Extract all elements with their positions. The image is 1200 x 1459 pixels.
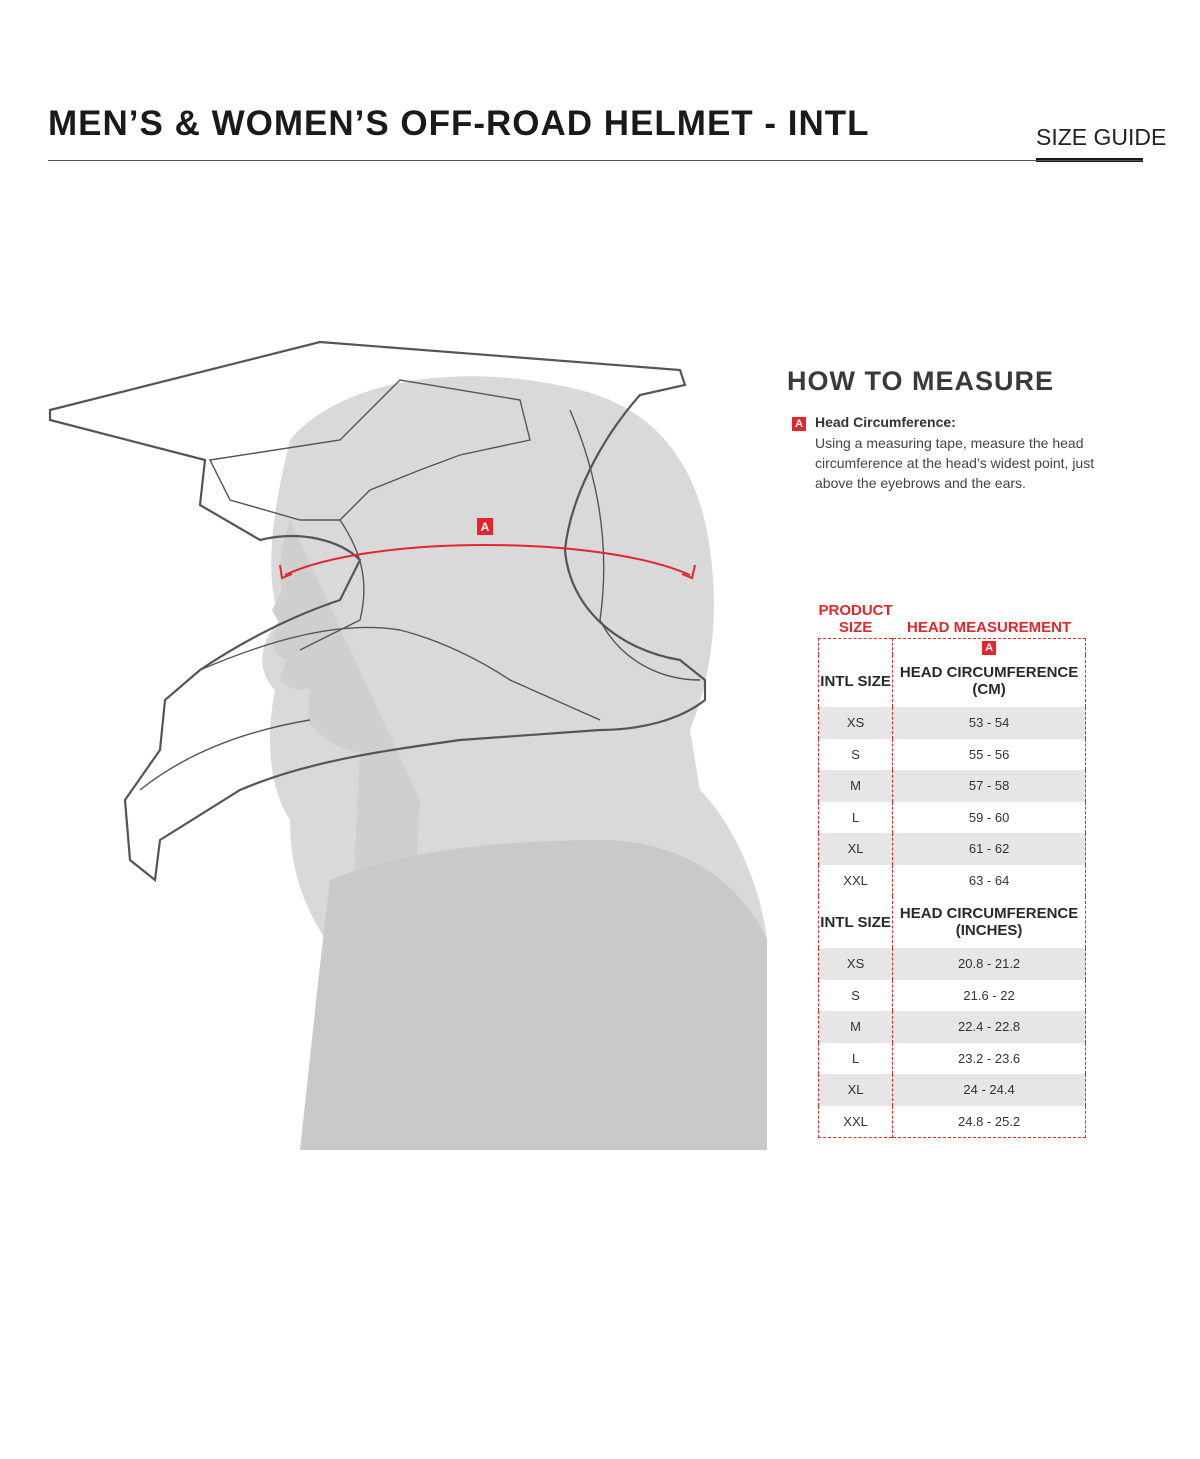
head-circumference-label: Head Circumference: — [815, 414, 956, 430]
head-circumference-badge: A — [792, 417, 806, 431]
table-row — [819, 802, 1086, 834]
helmet-illustration — [40, 320, 770, 1150]
table-row — [819, 980, 1086, 1012]
size-cell: L — [819, 1043, 893, 1075]
section-size-label: INTL SIZE — [819, 896, 893, 948]
table-row — [819, 1043, 1086, 1075]
size-cell: M — [819, 770, 893, 802]
section-measure-label: HEAD CIRCUMFERENCE (INCHES) — [899, 905, 1079, 939]
table-row — [819, 739, 1086, 771]
value-cell: 24.8 - 25.2 — [958, 1113, 1021, 1129]
size-table — [818, 596, 1086, 1138]
value-cell: 20.8 - 21.2 — [893, 948, 1086, 980]
header-divider — [48, 160, 1143, 161]
page-title: MEN’S & WOMEN’S OFF-ROAD HELMET - INTL — [48, 104, 870, 143]
table-row — [819, 1106, 1086, 1138]
section-measure-label: HEAD CIRCUMFERENCE (CM) — [899, 664, 1079, 698]
size-cell: XL — [819, 833, 893, 865]
head-circumference-description: Using a measuring tape, measure the head circumference at the head’s widest point, just above the eyebrows and the ears. — [815, 435, 1095, 491]
table-row — [819, 1074, 1086, 1106]
size-cell: XS — [819, 707, 893, 739]
table-row — [819, 707, 1086, 739]
table-row — [819, 1011, 1086, 1043]
table-row — [819, 948, 1086, 980]
header-head-measurement: HEAD MEASUREMENT — [906, 619, 1072, 636]
size-cell: M — [819, 1011, 893, 1043]
size-cell: XXL — [819, 865, 893, 897]
value-cell: 57 - 58 — [893, 770, 1086, 802]
size-cell: XS — [819, 948, 893, 980]
value-cell: 59 - 60 — [968, 809, 1010, 825]
table-row — [819, 865, 1086, 897]
size-cell: S — [819, 739, 893, 771]
value-cell: 53 - 54 — [893, 707, 1086, 739]
value-cell: 23.2 - 23.6 — [958, 1050, 1021, 1066]
size-cell: XL — [819, 1074, 893, 1106]
shirt-silhouette — [300, 840, 767, 1150]
size-guide-tag: SIZE GUIDE — [1036, 124, 1167, 150]
marker-a-label: A — [480, 520, 490, 534]
value-cell: 24 - 24.4 — [893, 1074, 1086, 1106]
table-row — [819, 833, 1086, 865]
value-cell: 22.4 - 22.8 — [893, 1011, 1086, 1043]
value-cell: 61 - 62 — [893, 833, 1086, 865]
size-cell: XXL — [819, 1106, 893, 1138]
section-size-label: INTL SIZE — [819, 655, 893, 707]
size-cell: L — [819, 802, 893, 834]
value-cell: 63 - 64 — [968, 872, 1010, 888]
value-cell: 55 - 56 — [968, 746, 1010, 762]
table-badge-a: A — [982, 641, 996, 655]
value-cell: 21.6 - 22 — [963, 987, 1015, 1003]
size-cell: S — [819, 980, 893, 1012]
table-row — [819, 770, 1086, 802]
how-to-measure-title: HOW TO MEASURE — [787, 366, 1055, 396]
header-product-size: PRODUCT SIZE — [818, 602, 893, 636]
